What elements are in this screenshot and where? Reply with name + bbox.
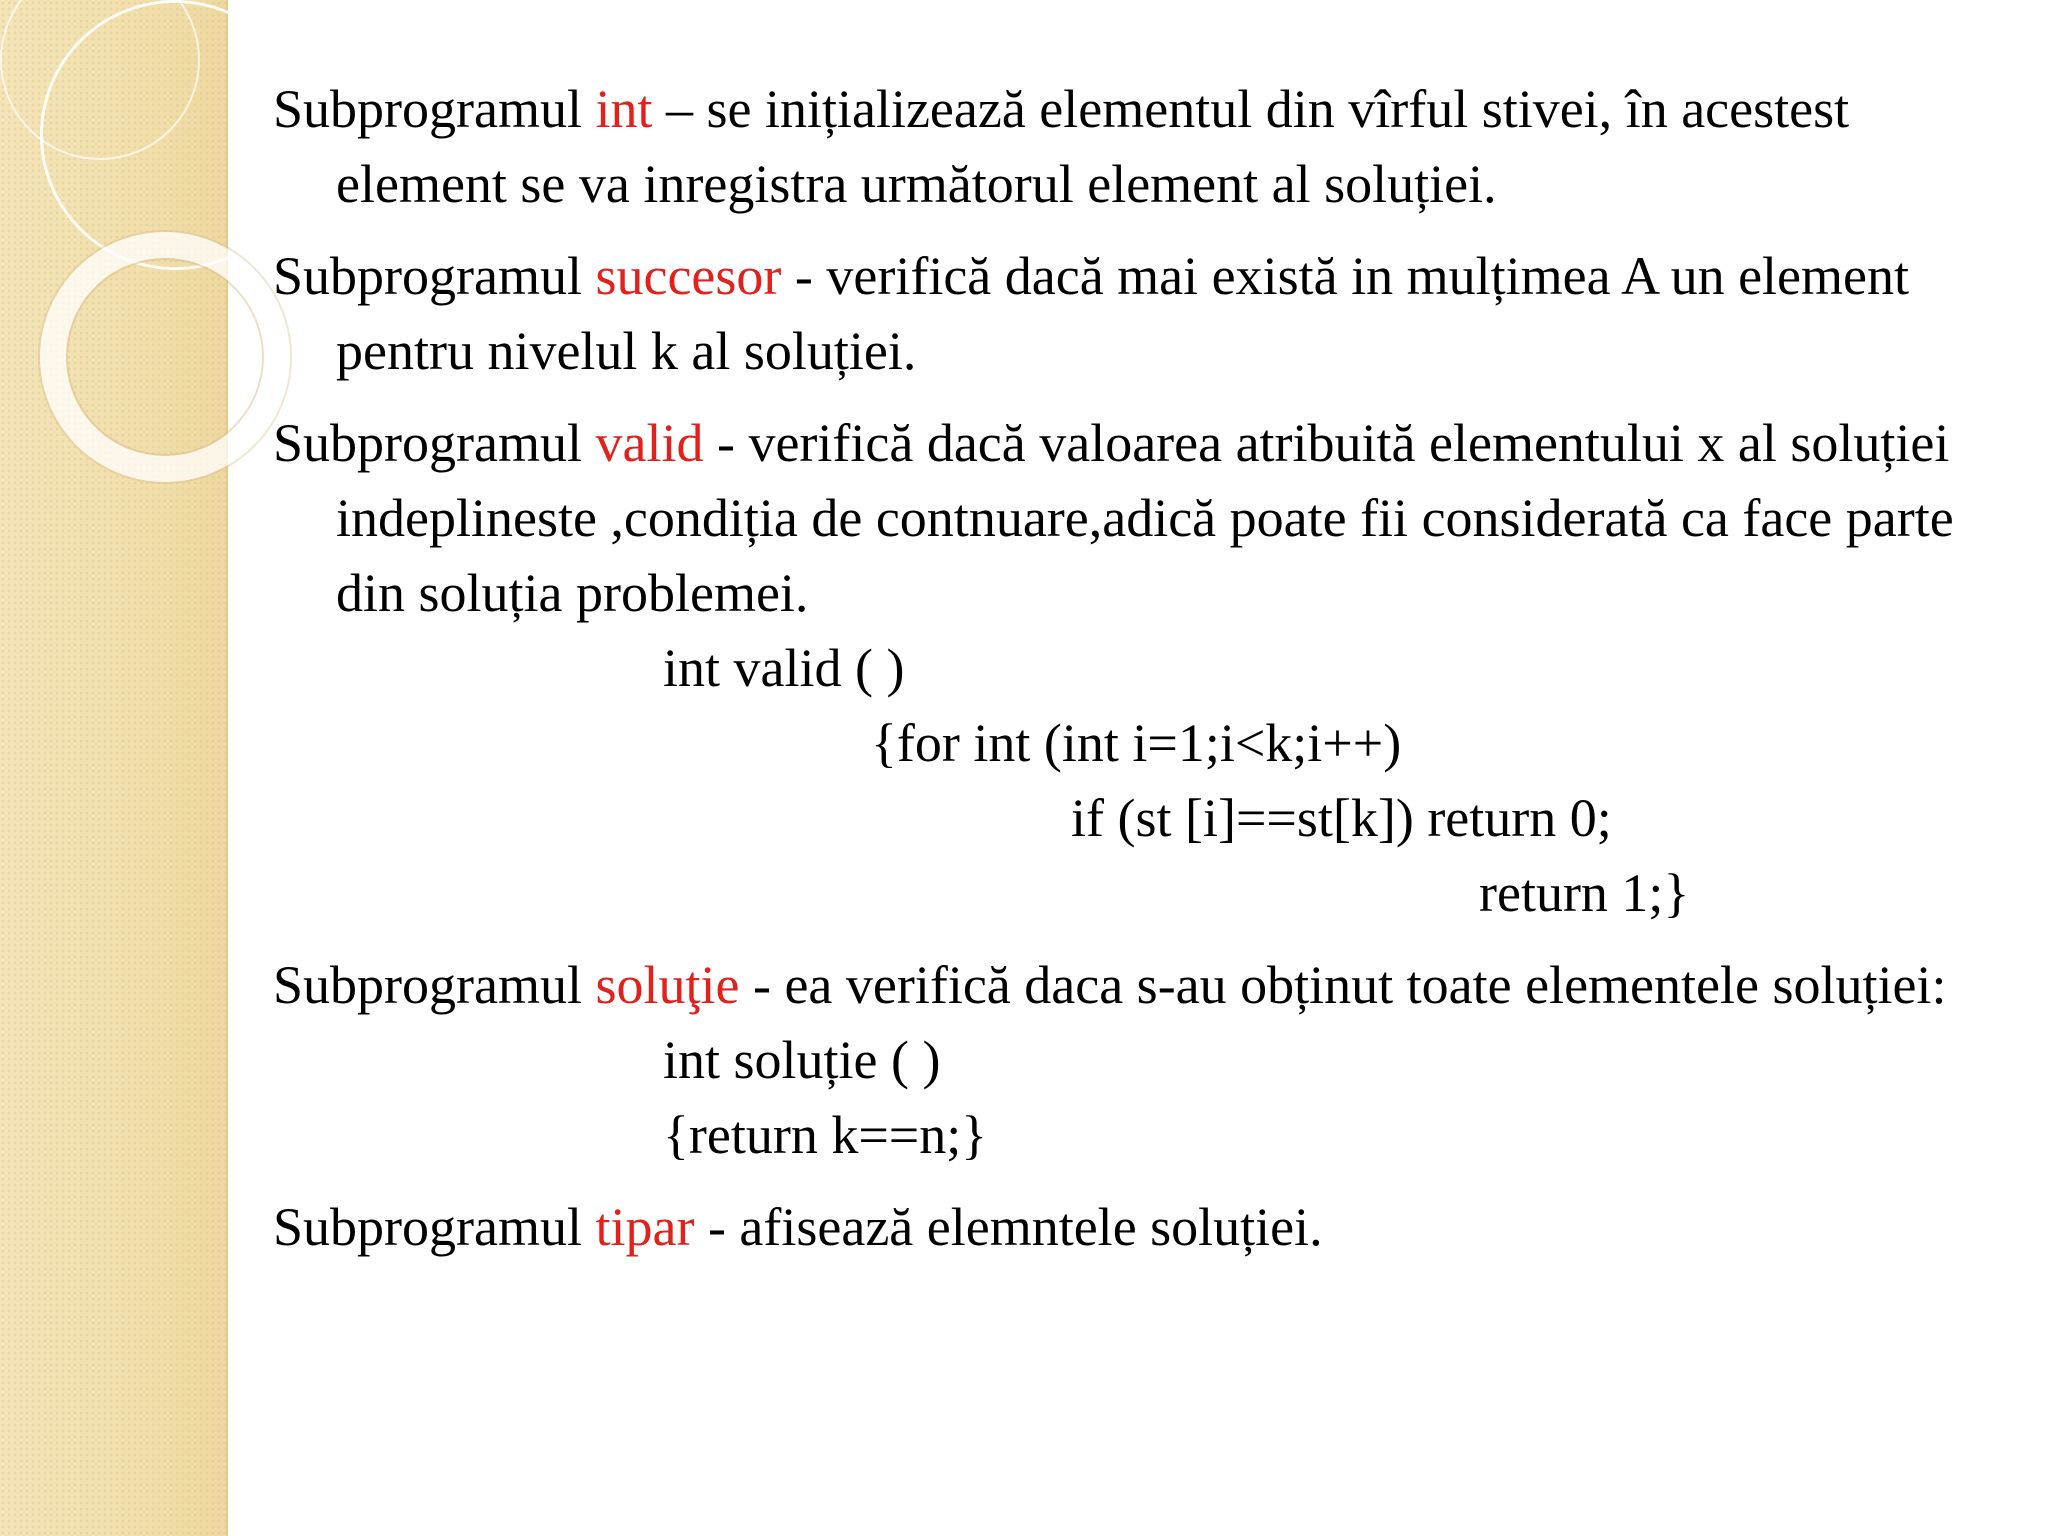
paragraph-text: - ea verifică daca s-au obținut toate elementele soluției: — [739, 955, 1947, 1015]
paragraph-solutie — [273, 948, 1993, 1023]
code-line: int soluție ( ) — [663, 1030, 941, 1090]
keyword-valid: valid — [595, 413, 704, 473]
keyword-solutie: soluţie — [595, 955, 740, 1015]
code-block-solutie — [273, 1023, 1993, 1173]
code-line: {for int (int i=1;i<k;i++) — [871, 713, 1402, 773]
paragraph-prefix: Subprogramul — [273, 246, 596, 306]
decorative-side-strip — [0, 0, 228, 1536]
code-line: return 1;} — [1479, 863, 1690, 923]
paragraph-prefix: Subprogramul — [273, 79, 596, 139]
code-line: {return k==n;} — [663, 1105, 988, 1165]
paragraph-text: - verifică dacă valoarea atribuită elementului x al soluției indeplineste ,condiția de contnuare,adică poate fii considerată ca face parte din soluția problemei. — [336, 413, 1954, 623]
paragraph-succesor — [273, 239, 1993, 389]
paragraph-valid — [273, 406, 1993, 631]
paragraph-prefix: Subprogramul — [273, 1197, 596, 1257]
keyword-succesor: succesor — [595, 246, 782, 306]
slide-body — [273, 72, 1993, 1282]
paragraph-tipar — [273, 1190, 1993, 1265]
decorative-ring — [40, 0, 310, 270]
code-block-valid — [273, 631, 1993, 931]
keyword-int: int — [595, 79, 653, 139]
paragraph-int — [273, 72, 1993, 222]
paragraph-text: - verifică dacă mai există in mulțimea A un element pentru nivelul k al soluției. — [336, 246, 1909, 381]
paragraph-text: – se inițializează elementul din vîrful stivei, în acestest element se va inregistra următorul element al soluției. — [336, 79, 1850, 214]
paragraph-text: - afisează elemntele soluției. — [694, 1197, 1323, 1257]
keyword-tipar: tipar — [595, 1197, 695, 1257]
code-line: int valid ( ) — [663, 638, 905, 698]
paragraph-prefix: Subprogramul — [273, 955, 596, 1015]
paragraph-prefix: Subprogramul — [273, 413, 596, 473]
decorative-ring — [40, 232, 290, 482]
code-line: if (st [i]==st[k]) return 0; — [1071, 788, 1612, 848]
